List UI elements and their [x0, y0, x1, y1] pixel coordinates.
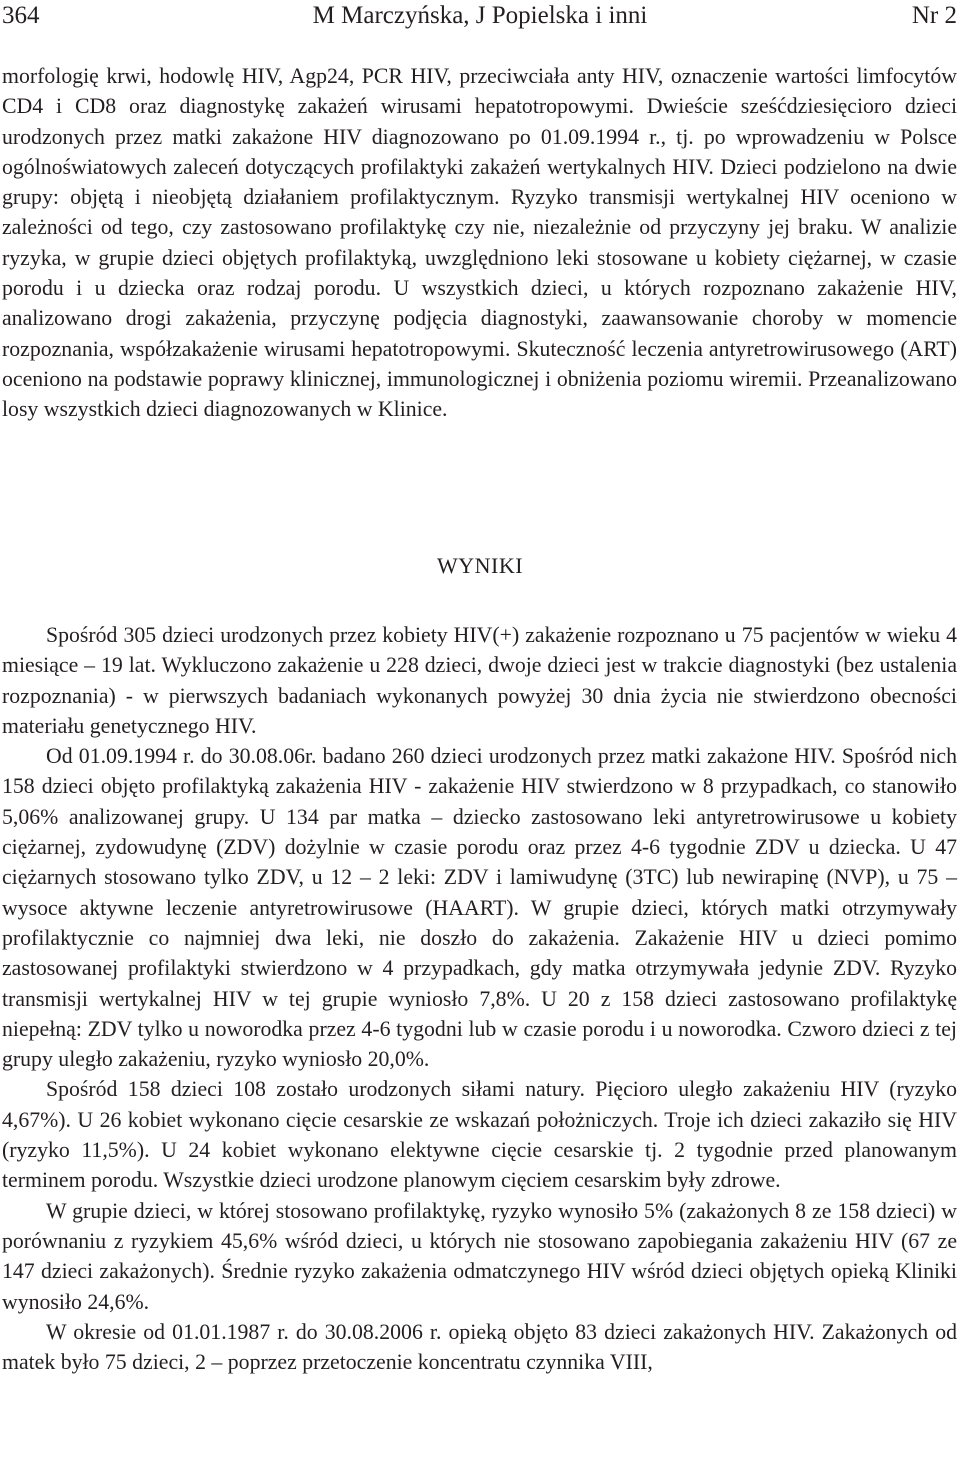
- results-paragraph-4: W grupie dzieci, w której stosowano profilaktykę, ryzyko wynosiło 5% (zakażonych 8 ze 158 dzieci) w porównaniu z ryzykiem 45,6% wśród dzieci, u których nie stosowano zapobiegania zakażeniu HIV (67 ze 147 dzieci zakażonych). Średnie ryzyko zakażenia odmatczynego HIV wśród dzieci objętych opieką Kliniki wynosiło 24,6%.: [2, 1198, 957, 1314]
- results-paragraph-3: Spośród 158 dzieci 108 zostało urodzonych siłami natury. Pięcioro uległo zakażeniu HIV (ryzyko 4,67%). U 26 kobiet wykonano cięcie cesarskie ze wskazań położniczych. Troje ich dzieci zakaziło się HIV (ryzyko 11,5%). U 24 kobiet wykonano elektywne cięcie cesarskie tj. 2 tygodnie przed planowanym terminem porodu. Wszystkie dzieci urodzone planowym cięciem cesarskim były zdrowe.: [2, 1077, 957, 1193]
- results-paragraph-5: W okresie od 01.01.1987 r. do 30.08.2006 r. opieką objęto 83 dzieci zakażonych HIV. Zakażonych od matek było 75 dzieci, 2 – poprzez przetoczenie koncentratu czynnika VIII,: [2, 1319, 957, 1375]
- results-paragraph-2: Od 01.09.1994 r. do 30.08.06r. badano 260 dzieci urodzonych przez matki zakażone HIV. Spośród nich 158 dzieci objęto profilaktyką zakażenia HIV - zakażenie HIV stwierdzono w 8 przypadkach, co stanowiło 5,06% analizowanej grupy. U 134 par matka – dziecko zastosowano leki antyretrowirusowe u kobiety ciężarnej, zydowudynę (ZDV) dożylnie w czasie porodu oraz przez 4-6 tygodnie ZDV u dziecka. U 47 ciężarnych stosowano tylko ZDV, u 12 – 2 leki: ZDV i lamiwudynę (3TC) lub newirapinę (NVP), u 75 – wysoce aktywne leczenie antyretrowirusowe (HAART). W grupie dzieci, których matki otrzymywały profilaktycznie co najmniej dwa leki, nie doszło do zakażenia. Zakażenie HIV u dzieci pomimo zastosowanej profilaktyki stwierdzono w 4 przypadkach, gdy matka otrzymywała jedynie ZDV. Ryzyko transmisji wertykalnej HIV w tej grupie wyniosło 7,8%. U 20 z 158 dzieci zastosowano profilaktykę niepełną: ZDV tylko u noworodka przez 4-6 tygodni lub w czasie porodu i u noworodka. Czworo dzieci z tej grupy uległo zakażeniu, ryzyko wyniosło 20,0%.: [2, 744, 957, 1072]
- section-heading: WYNIKI: [436, 553, 524, 578]
- page-number: 364: [2, 2, 40, 29]
- methods-continuation: [2, 61, 957, 425]
- running-header: [0, 0, 960, 40]
- issue-number: Nr 2: [911, 2, 957, 29]
- methods-paragraph: morfologię krwi, hodowlę HIV, Agp24, PCR HIV, przeciwciała anty HIV, oznaczenie wartości limfocytów CD4 i CD8 oraz diagnostykę zakażeń wirusami hepatotropowymi. Dwieście sześćdziesięcioro dzieci urodzonych przez matki zakażone HIV diagnozowano po 01.09.1994 r., tj. po wprowadzeniu w Polsce ogólnoświatowych zaleceń dotyczących profilaktyki zakażeń wertykalnych HIV. Dzieci podzielono na dwie grupy: objętą i nieobjętą działaniem profilaktycznym. Ryzyko transmisji wertykalnej HIV oceniono w zależności od tego, czy zastosowano profilaktykę czy nie, niezależnie od przyczyny jej braku. W analizie ryzyka, w grupie dzieci objętych profilaktyką, uwzględniono leki stosowane u kobiety ciężarnej, w czasie porodu i u dziecka oraz rodzaj porodu. U wszystkich dzieci, u których rozpoznano zakażenie HIV, analizowano drogi zakażenia, przyczynę podjęcia diagnostyki, zaawansowanie choroby w momencie rozpoznania, współzakażenie wirusami hepatotropowymi. Skuteczność leczenia antyretrowirusowego (ART) oceniono na podstawie poprawy klinicznej, immunologicznej i obniżenia poziomu wiremii. Przeanalizowano losy wszystkich dzieci diagnozowanych w Klinice.: [2, 64, 957, 422]
- running-head-authors: M Marczyńska, J Popielska i inni: [312, 2, 648, 29]
- results-paragraph-1: Spośród 305 dzieci urodzonych przez kobiety HIV(+) zakażenie rozpoznano u 75 pacjentów w wieku 4 miesiące – 19 lat. Wykluczono zakażenie u 228 dzieci, dwoje dzieci jest w trakcie diagnostyki (bez ustalenia rozpoznania) - w pierwszych badaniach wykonanych powyżej 30 dnia życia nie stwierdzono obecności materiału genetycznego HIV.: [2, 623, 957, 738]
- results-section: [2, 620, 957, 1377]
